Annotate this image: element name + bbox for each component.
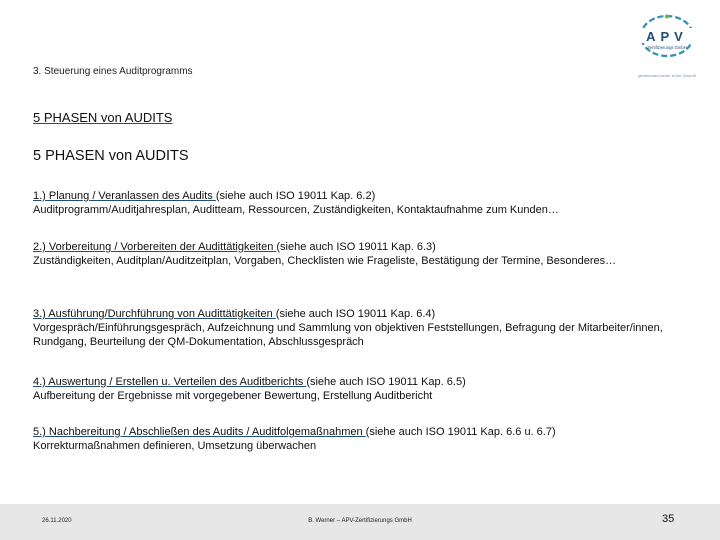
phase-5 — [33, 425, 663, 453]
phase-1-ref: (siehe auch ISO 19011 Kap. 6.2) — [215, 190, 376, 202]
phase-3-ref: (siehe auch ISO 19011 Kap. 6.4) — [275, 308, 436, 320]
slide-title: 5 PHASEN von AUDITS — [33, 148, 189, 164]
logo-tagline: gemeinsam sicher in die Zukunft — [638, 73, 696, 78]
phase-3 — [33, 307, 663, 349]
phase-1 — [33, 189, 663, 217]
header-title: 3. Steuerung eines Auditprogramms — [33, 66, 193, 77]
phase-1-detail: Auditprogramm/Auditjahresplan, Auditteam, Ressourcen, Zuständigkeiten, Kontaktaufnahme zum Kunden… — [33, 204, 559, 216]
section-heading: 5 PHASEN von AUDITS — [33, 110, 173, 125]
phase-4-ref: (siehe auch ISO 19011 Kap. 6.5) — [306, 376, 466, 388]
phase-3-head[interactable]: 3.) Ausführung/Durchführung von Audittätigkeiten — [33, 308, 276, 320]
phase-4-head[interactable]: 4.) Auswertung / Erstellen u. Verteilen des Auditberichts — [33, 376, 307, 388]
phase-3-detail: Vorgespräch/Einführungsgespräch, Aufzeichnung und Sammlung von objektiven Feststellungen, Befragung der Mitarbeiter/innen, Rundgang, Beurteilung der QM-Dokumentation, Abschlussgespräch — [33, 322, 663, 348]
logo-text: APV — [646, 29, 688, 44]
footer-date: 26.11.2020 — [42, 518, 72, 524]
page-number: 35 — [662, 513, 675, 525]
phase-4-detail: Aufbereitung der Ergebnisse mit vorgegebener Bewertung, Erstellung Auditbericht — [33, 390, 433, 402]
phase-2-detail: Zuständigkeiten, Auditplan/Auditzeitplan, Vorgaben, Checklisten wie Frageliste, Bestätigung der Termine, Besonderes… — [33, 255, 617, 267]
phase-2-ref: (siehe auch ISO 19011 Kap. 6.3) — [276, 241, 436, 253]
footer-author: B. Werner – APV-Zertifizierungs GmbH — [308, 518, 412, 524]
logo-subtext: Zertifizierungs GmbH — [647, 45, 687, 50]
phase-5-detail: Korrekturmaßnahmen definieren, Umsetzung überwachen — [33, 440, 317, 452]
phase-5-ref: (siehe auch ISO 19011 Kap. 6.6 u. 6.7) — [365, 426, 556, 438]
phase-2-head[interactable]: 2.) Vorbereitung / Vorbereiten der Audittätigkeiten — [33, 241, 277, 253]
phase-4 — [33, 375, 663, 403]
phase-5-head[interactable]: 5.) Nachbereitung / Abschließen des Audits / Auditfolgemaßnahmen — [33, 426, 366, 438]
phase-2 — [33, 240, 663, 268]
phase-1-head[interactable]: 1.) Planung / Veranlassen des Audits — [33, 190, 216, 202]
apv-logo — [632, 12, 702, 74]
